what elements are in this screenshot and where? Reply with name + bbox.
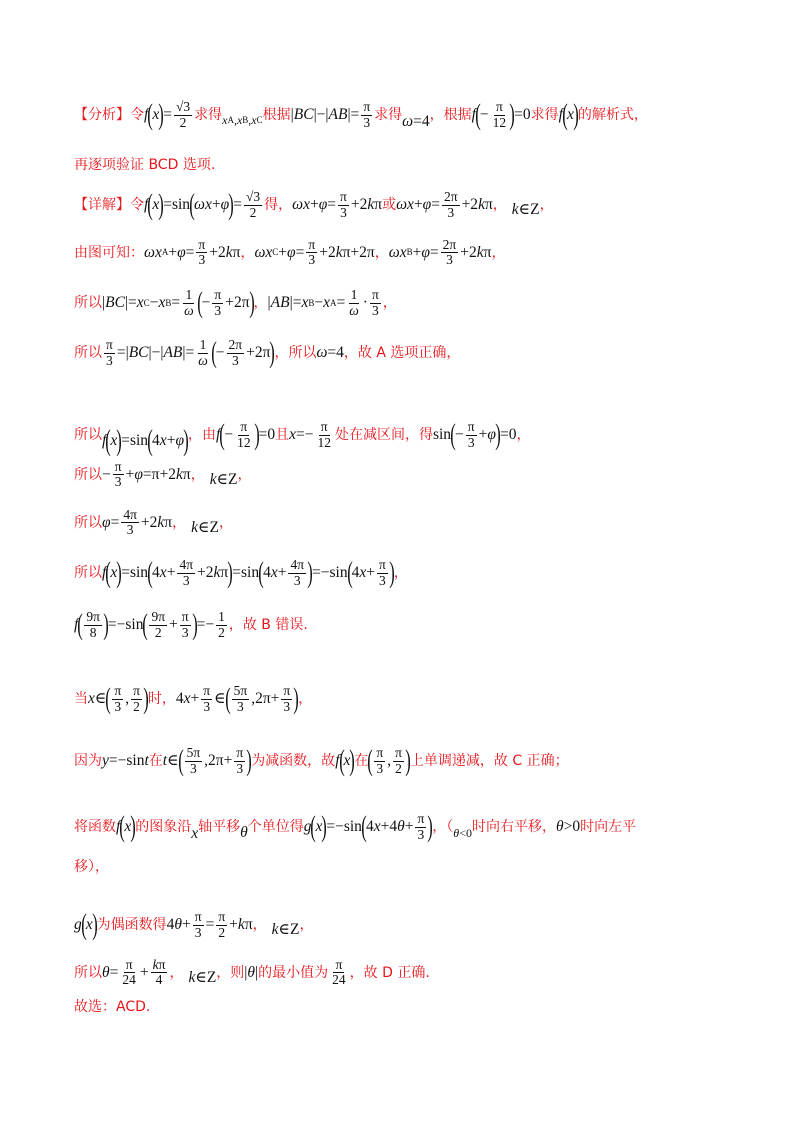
equation: sin ( − $\frac{\pi}{3}$ + φ ) =0	[432, 418, 517, 451]
equation: k ∈Z	[191, 518, 219, 536]
equation: k ∈Z	[188, 968, 217, 986]
equation: | BC |−| AB |= $\frac{\pi}{3}$	[290, 99, 371, 130]
equation: k ∈Z	[271, 921, 300, 939]
equation: f ( x )	[558, 98, 579, 131]
equation: k ∈Z	[511, 201, 540, 219]
equation: f ( x ) =sin ( 4 x + φ )	[102, 424, 189, 457]
equation: θ <0	[453, 826, 472, 840]
equation: f ( x ) =sin ( ωx + φ ) = $\frac{√3}{2}$	[144, 188, 261, 221]
equation: y =−sin t	[102, 752, 149, 770]
detail-line-1: 【详解】 令 f ( x ) =sin ( ωx + φ ) = $\frac{√3}{2}$ 得， ωx + φ = $\frac{\pi}{3}$ +2 k π 或 ωx + φ = $\frac{2\pi}{3}$ +2 k π ， k ∈Z ，	[74, 188, 554, 221]
detail-line-6: 所以 − $\frac{\pi}{3}$ + φ =π+2 k π ， k ∈Z ，	[74, 459, 252, 490]
answer: 故选：ACD.	[74, 999, 151, 1015]
detail-line-11: 因为 y =−sin t 在 t ∈ ( $\frac{5\pi}{3}$ ,2π+ $\frac{\pi}{3}$ ) 为减函数，故 f ( x ) 在 ( $\frac{\pi}{3}$ , $\frac{\pi}{2}$ ) 上单调递减，故 C 正确；	[74, 744, 569, 777]
equation: − $\frac{\pi}{3}$ + φ =π+2 k π	[102, 459, 191, 490]
detail-line-14: g ( x ) 为偶函数得 4 θ + $\frac{\pi}{3}$ = $\frac{\pi}{2}$ + k π ， k ∈Z ，	[74, 908, 314, 941]
detail-line-9: f ( $\frac{9\pi}{8}$ ) =−sin ( $\frac{9\pi}{2}$ + $\frac{\pi}{3}$ ) =− $\frac{1}{2}$ ，故 B 错误.	[74, 608, 308, 641]
equation: x ∈ ( $\frac{\pi}{3}$ , $\frac{\pi}{2}$ )	[88, 682, 149, 715]
analysis-tag: 【分析】	[74, 107, 130, 123]
equation: | AB |= x B − x A = $\frac{1}{\omega}$ · $\frac{\pi}{3}$	[267, 287, 379, 318]
equation: f ( x ) =sin ( 4 x + $\frac{4\pi}{3}$ +2 k π ) =sin ( 4 x + $\frac{4\pi}{3}$ ) =−sin ( 4 x + $\frac{\pi}{3}$ )	[102, 556, 395, 589]
equation: θ	[240, 824, 248, 842]
equation: | θ |	[244, 963, 259, 981]
equation: | BC |= x C − x B = $\frac{1}{\omega}$ ( − $\frac{\pi}{3}$ +2π )	[102, 286, 255, 319]
equation: $\frac{\pi}{3}$ =| BC |−| AB |= $\frac{1}{\omega}$ ( − $\frac{2\pi}{3}$ +2π )	[106, 336, 276, 369]
equation: ωx + φ = $\frac{\pi}{3}$ +2 k π	[292, 189, 383, 220]
equation: f ( − $\frac{\pi}{12}$ ) =0	[471, 98, 531, 131]
equation: f ( − $\frac{\pi}{12}$ ) =0	[216, 418, 276, 451]
equation: 4 θ + $\frac{\pi}{3}$ = $\frac{\pi}{2}$ + k π	[166, 909, 253, 940]
detail-line-5: 所以 f ( x ) =sin ( 4 x + φ ) ，由 f ( − $\frac{\pi}{12}$ ) =0 且 x =− $\frac{\pi}{12}$ 处在减区间，得 sin ( − $\frac{\pi}{3}$ + φ ) =0 ，	[74, 414, 760, 456]
detail-line-15: 所以 θ = $\frac{\pi}{24}$ + $\frac{k\pi}{4}$ ， k ∈Z ，则 | θ | 的最小值为 $\frac{\pi}{24}$ ，故 D 正确.	[74, 957, 430, 988]
equation: t ∈ ( $\frac{5\pi}{3}$ ,2π+ $\frac{\pi}{3}$ )	[162, 744, 252, 777]
equation: f ( $\frac{9\pi}{8}$ ) =−sin ( $\frac{9\pi}{2}$ + $\frac{\pi}{3}$ ) =− $\frac{1}{2}$	[74, 608, 225, 641]
detail-line-12: 将函数 f ( x ) 的图象沿 x 轴平移 θ 个单位得 g ( x ) =−sin ( 4 x +4 θ + $\frac{\pi}{3}$ ) ，（ θ <0 时向右平移， θ >0 时向左平	[74, 810, 637, 843]
detail-line-8: 所以 f ( x ) =sin ( 4 x + $\frac{4\pi}{3}$ +2 k π ) =sin ( 4 x + $\frac{4\pi}{3}$ ) =−sin ( 4 x + $\frac{\pi}{3}$ ) ，	[74, 556, 408, 589]
equation: ω =4	[402, 113, 430, 131]
equation: f ( x )	[335, 744, 356, 777]
detail-line-4: 所以 $\frac{\pi}{3}$ =| BC |−| AB |= $\frac{1}{\omega}$ ( − $\frac{2\pi}{3}$ +2π ) ，所以 ω =4 ，故 A 选项正确，	[74, 336, 461, 369]
equation: x =− $\frac{\pi}{12}$	[289, 419, 331, 450]
equation: ωx C + φ = $\frac{\pi}{3}$ +2 k π+2π	[254, 237, 375, 268]
analysis-line-2: 再逐项验证 BCD 选项.	[74, 157, 216, 173]
detail-line-16	[74, 1000, 760, 1014]
equation: g ( x ) =−sin ( 4 x +4 θ + $\frac{\pi}{3}$ )	[303, 810, 434, 843]
equation: k ∈Z	[209, 470, 238, 488]
equation: ωx + φ = $\frac{2\pi}{3}$ +2 k π	[396, 189, 493, 220]
equation: $\frac{\pi}{24}$	[332, 957, 346, 988]
detail-line-13: 移），	[74, 859, 109, 875]
equation: φ = $\frac{4\pi}{3}$ +2 k π	[102, 507, 173, 538]
equation: ( $\frac{\pi}{3}$ , $\frac{\pi}{2}$ )	[367, 744, 411, 777]
equation: θ = $\frac{\pi}{24}$ + $\frac{k\pi}{4}$	[102, 957, 166, 988]
equation: ωx A + φ = $\frac{\pi}{3}$ +2 k π	[144, 237, 241, 268]
detail-line-2: 由图可知： ωx A + φ = $\frac{\pi}{3}$ +2 k π ， ωx C + φ = $\frac{\pi}{3}$ +2 k π+2π ， ωx B + φ = $\frac{2\pi}{3}$ +2 k π ，	[74, 237, 506, 268]
equation: x A , x B , x C	[222, 113, 263, 127]
detail-line-7: 所以 φ = $\frac{4\pi}{3}$ +2 k π ， k ∈Z ，	[74, 507, 233, 538]
analysis-line-1: 【分析】 令 f ( x ) = $\frac{√3}{2}$ 求得 x A , x B , x C 根据 | BC |−| AB |= $\frac{\pi}{3}$ 求得 ω =4 ，根据 f ( − $\frac{\pi}{12}$ ) =0 求得 f ( x ) 的解析式，	[74, 98, 648, 131]
equation: ωx B + φ = $\frac{2\pi}{3}$ +2 k π	[388, 237, 492, 268]
equation: θ >0	[555, 818, 581, 836]
equation: g ( x )	[74, 908, 98, 941]
equation: f ( x )	[116, 810, 136, 843]
equation: x	[191, 825, 199, 843]
equation: f ( x ) = $\frac{√3}{2}$	[144, 98, 191, 131]
detail-line-10: 当 x ∈ ( $\frac{\pi}{3}$ , $\frac{\pi}{2}$ ) 时， 4 x + $\frac{\pi}{3}$ ∈ ( $\frac{5\pi}{3}$ ,2π+ $\frac{\pi}{3}$ ) ，	[74, 682, 313, 715]
detail-tag: 【详解】	[74, 197, 130, 213]
equation: ω =4	[316, 344, 344, 362]
equation: 4 x + $\frac{\pi}{3}$ ∈ ( $\frac{5\pi}{3}$ ,2π+ $\frac{\pi}{3}$ )	[175, 682, 299, 715]
detail-line-3: 所以 | BC |= x C − x B = $\frac{1}{\omega}$ ( − $\frac{\pi}{3}$ +2π ) ， | AB |= x B − x A = $\frac{1}{\omega}$ · $\frac{\pi}{3}$ ，	[74, 286, 397, 319]
